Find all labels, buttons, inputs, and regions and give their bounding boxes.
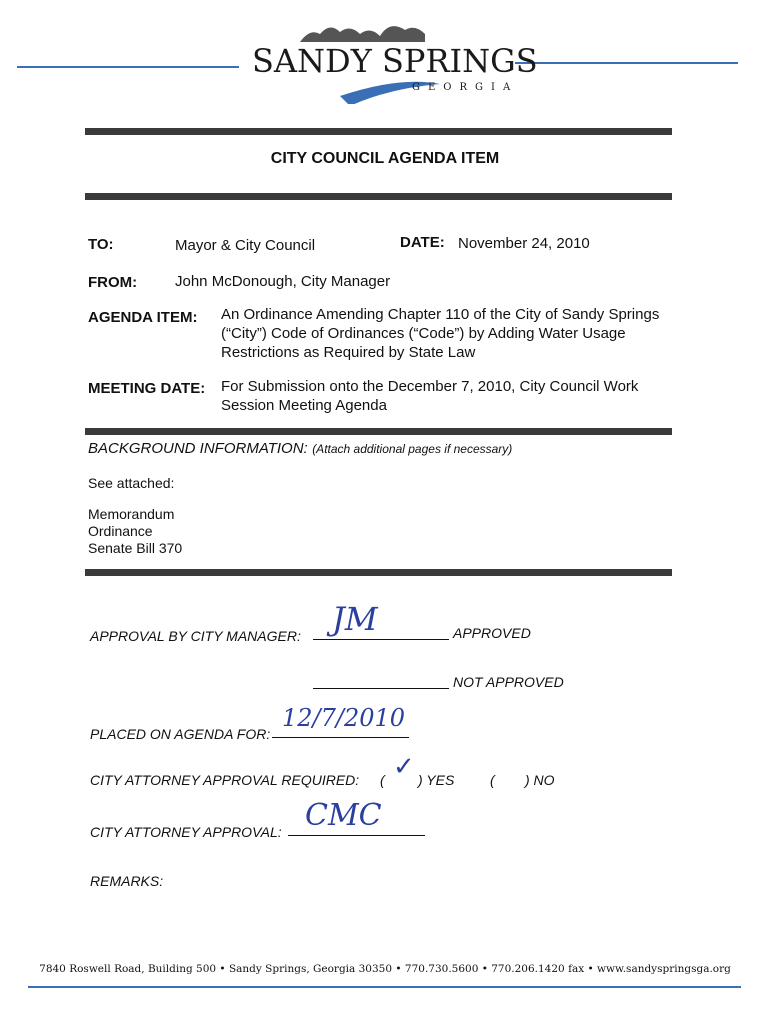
header-rule-right <box>515 62 738 64</box>
date-value: November 24, 2010 <box>458 235 590 252</box>
yes-option: ) YES <box>418 772 455 788</box>
remarks-label: REMARKS: <box>90 873 164 889</box>
footer-rule <box>28 986 741 988</box>
meeting-date-text <box>221 377 681 415</box>
placed-on-agenda-label: PLACED ON AGENDA FOR: <box>90 726 271 742</box>
no-option: ) NO <box>525 772 555 788</box>
placed-on-agenda-line <box>272 737 409 738</box>
not-approved-option: NOT APPROVED <box>453 674 564 690</box>
list-item: Ordinance <box>88 523 153 539</box>
attorney-required-label: CITY ATTORNEY APPROVAL REQUIRED: <box>90 772 360 788</box>
background-heading-text: BACKGROUND INFORMATION: <box>88 440 308 457</box>
footer-address: 7840 Roswell Road, Building 500 • Sandy Springs, Georgia 30350 • 770.730.5600 • 770.206.1420 fax • www.sandyspringsga.org <box>39 963 731 975</box>
attorney-signature: CMC <box>305 798 382 833</box>
yes-open-paren: ( <box>380 772 385 788</box>
meeting-line: Session Meeting Agenda <box>221 397 387 414</box>
from-label: FROM: <box>88 274 138 291</box>
agenda-item-label: AGENDA ITEM: <box>88 309 198 326</box>
agenda-line: Restrictions as Required by State Law <box>221 344 476 361</box>
header-rule-left <box>17 66 239 68</box>
agenda-line: (“City”) Code of Ordinances (“Code”) by Adding Water Usage <box>221 325 626 342</box>
logo <box>240 14 538 104</box>
manager-approval-label: APPROVAL BY CITY MANAGER: <box>90 628 301 644</box>
logo-subtext: GEORGIA <box>412 82 519 93</box>
logo-text: SANDY SPRINGS <box>252 42 538 80</box>
background-rule-bottom <box>85 569 672 576</box>
not-approved-line <box>313 688 449 689</box>
agenda-line: An Ordinance Amending Chapter 110 of the City of Sandy Springs <box>221 306 660 323</box>
attorney-approval-label: CITY ATTORNEY APPROVAL: <box>90 824 282 840</box>
agenda-item-text <box>221 305 681 362</box>
attorney-approval-line <box>288 835 425 836</box>
placed-on-agenda-date: 12/7/2010 <box>282 704 406 732</box>
page-title: CITY COUNCIL AGENDA ITEM <box>270 150 500 167</box>
list-item: Senate Bill 370 <box>88 540 183 556</box>
attachments-list <box>88 506 182 557</box>
meeting-line: For Submission onto the December 7, 2010, City Council Work <box>221 378 639 395</box>
manager-signature: JM <box>332 600 378 638</box>
to-value: Mayor & City Council <box>175 237 316 254</box>
yes-checkmark: ✓ <box>393 752 415 782</box>
approved-option: APPROVED <box>453 625 531 641</box>
background-heading <box>88 440 512 458</box>
from-value: John McDonough, City Manager <box>175 273 391 290</box>
no-open-paren: ( <box>490 772 495 788</box>
title-rule-bottom <box>85 193 672 200</box>
to-label: TO: <box>88 236 114 253</box>
background-heading-note: (Attach additional pages if necessary) <box>312 442 513 456</box>
background-rule-top <box>85 428 672 435</box>
manager-approval-line <box>313 639 449 640</box>
list-item: Memorandum <box>88 506 175 522</box>
meeting-date-label: MEETING DATE: <box>88 380 206 397</box>
see-attached: See attached: <box>88 475 175 491</box>
title-rule-top <box>85 128 672 135</box>
date-label: DATE: <box>400 234 445 251</box>
